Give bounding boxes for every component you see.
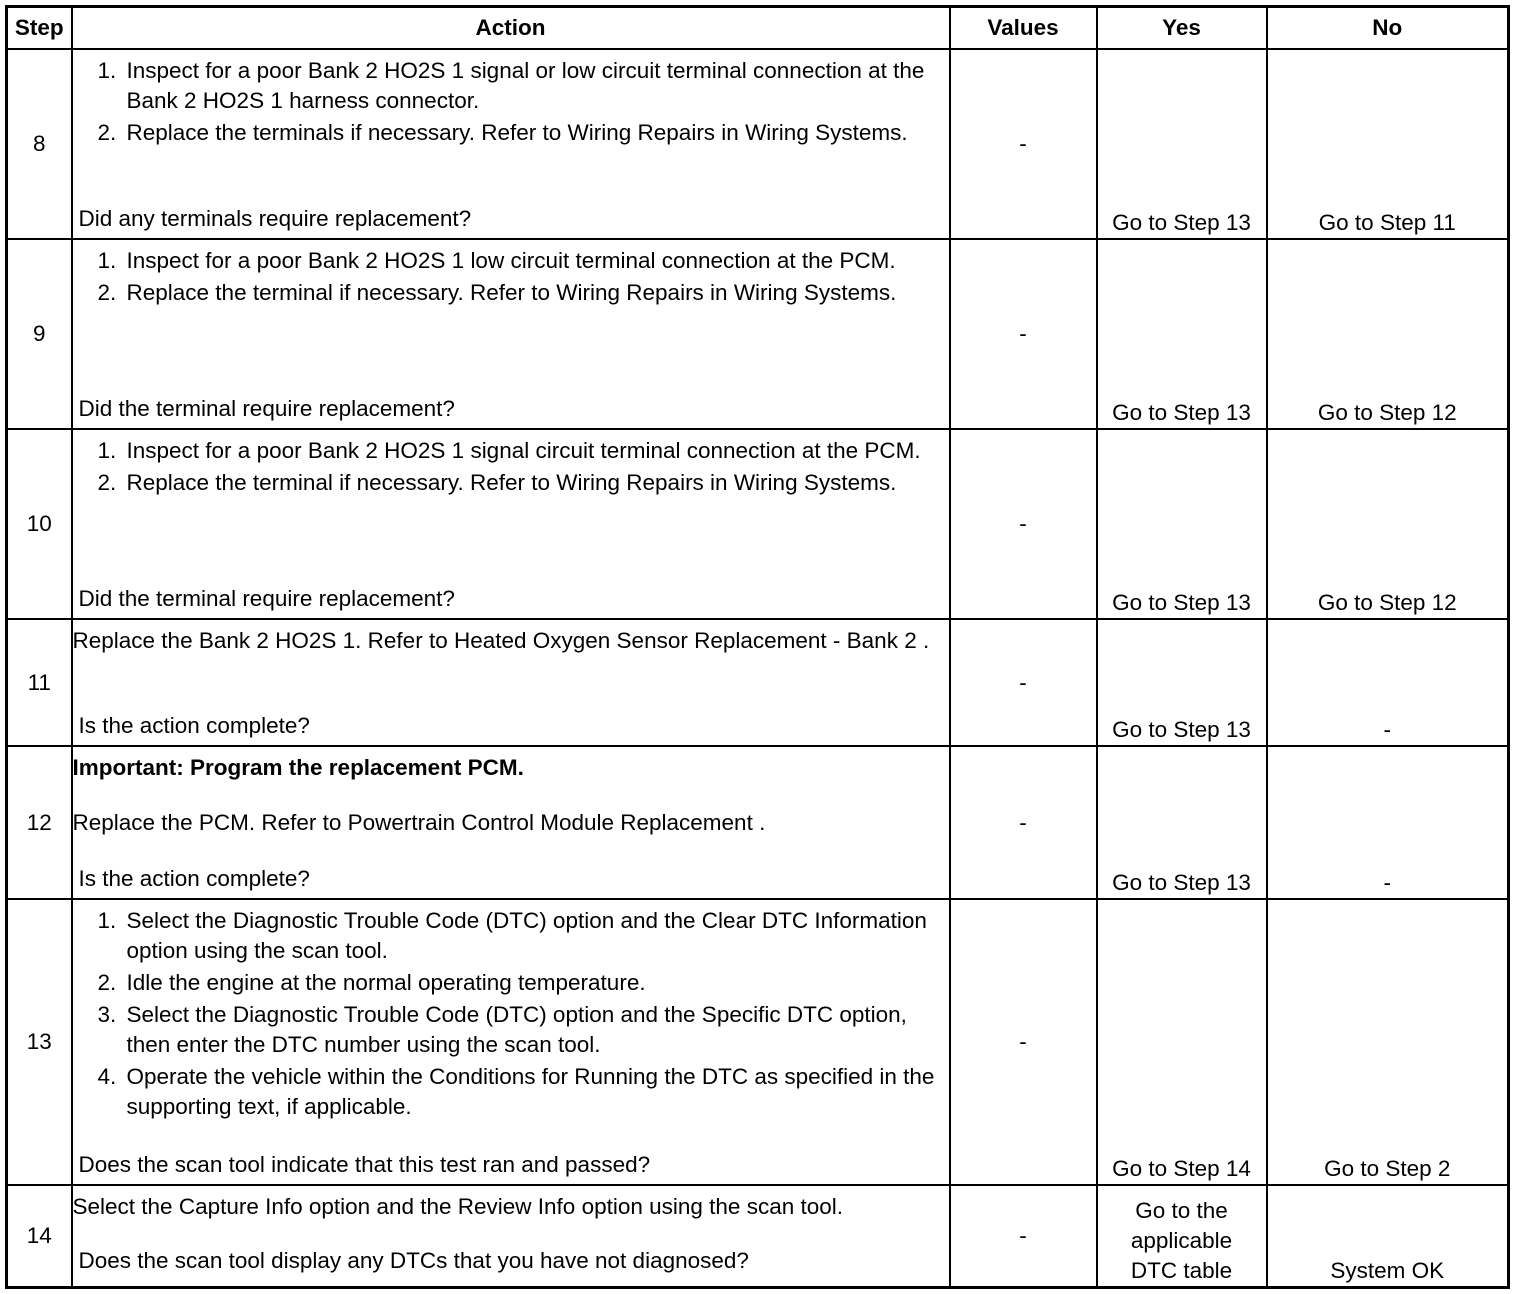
values-cell: - [950,899,1097,1185]
header-row [7,7,1509,50]
action-question: Is the action complete? [78,866,310,891]
table-row [7,429,1509,619]
important-label: Important: [72,755,184,780]
action-cell [72,49,950,239]
values-cell: - [950,429,1097,619]
list-item: 2. Replace the terminals if necessary. Refer to Wiring Repairs in Wiring Systems. [123,118,949,148]
step-number: 14 [7,1185,72,1287]
yes-line: Go to the [1135,1197,1228,1223]
action-cell [72,239,950,429]
yes-link[interactable]: Go to Step 13 [1097,619,1267,746]
step-number: 9 [7,239,72,429]
list-item: 1. Inspect for a poor Bank 2 HO2S 1 signal or low circuit terminal connection at the Bank 2 HO2S 1 harness connector. [123,56,949,116]
step-number: 13 [7,899,72,1185]
header-values: Values [950,7,1097,50]
action-list [73,246,949,308]
action-question: Did any terminals require replacement? [78,206,472,231]
header-no: No [1267,7,1509,50]
list-item: 2. Replace the terminal if necessary. Refer to Wiring Repairs in Wiring Systems. [123,468,949,498]
values-cell: - [950,619,1097,746]
step-number: 12 [7,746,72,899]
action-list [73,906,949,1122]
action-question: Does the scan tool indicate that this test ran and passed? [78,1152,651,1177]
yes-link[interactable]: Go to Step 13 [1097,746,1267,899]
action-cell [72,429,950,619]
action-question: Does the scan tool display any DTCs that you have not diagnosed? [78,1247,749,1273]
action-cell [72,1185,950,1287]
values-cell: - [950,746,1097,899]
action-cell [72,619,950,746]
yes-line: DTC table [1130,1257,1233,1283]
header-action: Action [72,7,950,50]
action-text: Replace the Bank 2 HO2S 1. Refer to Heated Oxygen Sensor Replacement - Bank 2 . [72,628,930,653]
diagnostic-table [5,5,1510,1289]
no-value: - [1267,746,1509,899]
yes-link[interactable]: Go to Step 13 [1097,429,1267,619]
list-item: 3. Select the Diagnostic Trouble Code (DTC) option and the Specific DTC option, then enter the DTC number using the scan tool. [123,1000,949,1060]
table-row [7,1185,1509,1287]
no-value: System OK [1267,1185,1509,1287]
list-item: 2. Replace the terminal if necessary. Refer to Wiring Repairs in Wiring Systems. [123,278,949,308]
action-text: Replace the PCM. Refer to Powertrain Control Module Replacement . [72,810,766,835]
step-number: 10 [7,429,72,619]
yes-link[interactable]: Go to Step 13 [1097,49,1267,239]
table-row [7,239,1509,429]
important-text: Program the replacement PCM. [190,755,524,780]
header-step: Step [7,7,72,50]
step-number: 8 [7,49,72,239]
step-number: 11 [7,619,72,746]
table-row [7,899,1509,1185]
table-row [7,49,1509,239]
values-cell: - [950,1185,1097,1287]
list-item: 1. Inspect for a poor Bank 2 HO2S 1 signal circuit terminal connection at the PCM. [123,436,949,466]
table-row [7,746,1509,899]
no-link[interactable]: Go to Step 12 [1267,239,1509,429]
list-item: 2. Idle the engine at the normal operating temperature. [123,968,949,998]
table-row [7,619,1509,746]
values-cell: - [950,239,1097,429]
no-link[interactable]: Go to Step 2 [1267,899,1509,1185]
yes-line: applicable [1130,1227,1233,1253]
important-note [73,753,949,783]
action-cell [72,746,950,899]
action-list [73,56,949,148]
yes-link[interactable] [1097,1185,1267,1287]
action-question: Did the terminal require replacement? [78,586,455,611]
list-item: 4. Operate the vehicle within the Conditions for Running the DTC as specified in the supporting text, if applicable. [123,1062,949,1122]
action-list [73,436,949,498]
yes-link[interactable]: Go to Step 14 [1097,899,1267,1185]
header-yes: Yes [1097,7,1267,50]
no-link[interactable]: Go to Step 12 [1267,429,1509,619]
list-item: 1. Select the Diagnostic Trouble Code (DTC) option and the Clear DTC Information option using the scan tool. [123,906,949,966]
action-cell [72,899,950,1185]
no-link[interactable]: Go to Step 11 [1267,49,1509,239]
yes-link[interactable]: Go to Step 13 [1097,239,1267,429]
values-cell: - [950,49,1097,239]
action-question: Did the terminal require replacement? [78,396,455,421]
no-value: - [1267,619,1509,746]
action-question: Is the action complete? [78,713,310,738]
list-item: 1. Inspect for a poor Bank 2 HO2S 1 low circuit terminal connection at the PCM. [123,246,949,276]
action-text: Select the Capture Info option and the Review Info option using the scan tool. [72,1194,844,1219]
